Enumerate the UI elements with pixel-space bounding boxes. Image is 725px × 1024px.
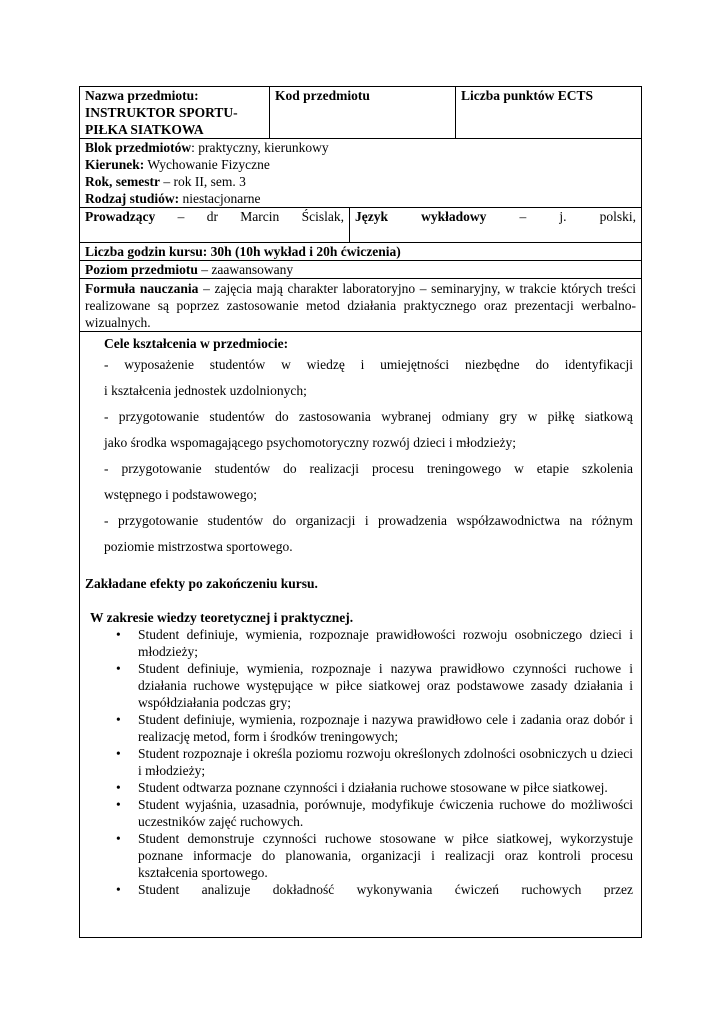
goal-word: organizacji (295, 513, 356, 528)
language-line (355, 208, 636, 225)
goal-word: studentów (209, 409, 265, 424)
goal-word: - (104, 357, 109, 372)
bullet-icon: • (116, 712, 121, 727)
outcome-text: Student odtwarza poznane czynności i działania ruchowe stosowane w piłce siatkowej. (138, 780, 608, 795)
info-row (80, 139, 642, 208)
goal-word: przygotowanie (121, 461, 202, 476)
outcome-item (80, 779, 641, 796)
goal-word: studentów (209, 357, 266, 372)
outcomes-heading: Zakładane efekty po zakończeniu kursu. (85, 576, 318, 591)
outcome-item (80, 626, 641, 660)
lecturer-first-name: Marcin (240, 209, 280, 224)
syllabus-table (79, 86, 642, 938)
goal-word: - (104, 513, 109, 528)
formula-value: – zajęcia mają charakter laboratoryjno – seminaryjny, w trakcie których treści realizowane są poprzez zastosowanie metod działania praktycznego oraz prezentacji werbalno-wizualnych. (85, 281, 637, 330)
course-name-label: Nazwa przedmiotu: (85, 88, 199, 103)
lecturer-label: Prowadzący (85, 209, 156, 224)
goal-word: realizacji (309, 461, 360, 476)
goal-word: współzawodnictwa (456, 513, 560, 528)
bullet-icon: • (116, 882, 121, 897)
ects-label: Liczba punktów ECTS (461, 88, 594, 103)
bullet-icon: • (116, 780, 121, 795)
level-value: – zaawansowany (197, 262, 294, 277)
kierunek-label: Kierunek: (85, 157, 145, 172)
outcome-text: Student demonstruje czynności ruchowe stosowane w piłce siatkowej, wykorzystuje poznane informacje do planowania, organizacji i realizacji oraz kontroli procesu kształcenia sportowego. (138, 831, 634, 880)
blok-label: Blok przedmiotów (85, 140, 192, 155)
goal-word: procesu (371, 461, 414, 476)
outcome-text: Student definiuje, wymienia, rozpoznaje i nazywa prawidłowo czynności ruchowe i działania ruchowe występujące w piłce siatkowej oraz podstawowe zasady działania i współdziałania podczas gry; (138, 661, 634, 710)
goal-word: na (569, 513, 583, 528)
outcome-text: Student wyjaśnia, uzasadnia, porównuje, modyfikuje ćwiczenia ruchowe do możliwości uczestników zajęć ruchowych. (138, 797, 634, 829)
level-row (80, 261, 642, 279)
lecturer-last-name: Ścislak, (301, 209, 344, 224)
goal-word: umiejętności (380, 357, 450, 372)
outcome-item (80, 881, 641, 898)
rodzaj-line (85, 190, 636, 207)
goal-3-line (104, 456, 633, 482)
goals-section (80, 332, 641, 560)
ects-cell (456, 87, 642, 139)
goal-word: do (283, 461, 297, 476)
language-cell (350, 208, 642, 243)
goal-word: do (535, 357, 549, 372)
outcome-text: Student definiuje, wymienia, rozpoznaje prawidłowości rozwoju osobniczego dzieci i młodzieży; (138, 627, 634, 659)
knowledge-heading: W zakresie wiedzy teoretycznej i praktycznej. (90, 610, 354, 625)
language-dash: – (519, 209, 527, 224)
language-value: polski, (599, 209, 636, 224)
kierunek-line (85, 156, 636, 173)
goal-word: przygotowanie (117, 513, 199, 528)
bullet-icon: • (116, 797, 121, 812)
formula-row (80, 279, 642, 332)
bullet-icon: • (116, 627, 121, 642)
goal-word: prowadzenia (378, 513, 448, 528)
lecturer-title: dr (206, 209, 218, 224)
goal-word: przygotowanie (118, 409, 200, 424)
course-name-value-2: PIŁKA SIATKOWA (85, 122, 204, 137)
rok-label: Rok, semestr (85, 174, 160, 189)
bullet-icon: • (116, 661, 121, 676)
goal-3-end: wstępnego i podstawowego; (104, 487, 257, 502)
goal-word: siatkową (584, 409, 633, 424)
hours-cell: Liczba godzin kursu: 30h (10h wykład i 20h ćwiczenia) (80, 243, 642, 261)
content-cell (80, 332, 642, 938)
goals-heading: Cele kształcenia w przedmiocie: (104, 336, 289, 351)
rodzaj-value: niestacjonarne (179, 191, 261, 206)
lecturer-dash: – (177, 209, 185, 224)
outcome-item (80, 660, 641, 711)
goal-word: etapie (536, 461, 570, 476)
course-name-value-1: INSTRUKTOR SPORTU- (85, 105, 238, 120)
goal-word: do (272, 513, 287, 528)
goal-word: do (275, 409, 289, 424)
bullet-icon: • (116, 831, 121, 846)
goal-word: studentów (214, 461, 271, 476)
blok-value: : praktyczny, kierunkowy (191, 140, 329, 155)
goal-word: szkolenia (581, 461, 633, 476)
blok-line (85, 139, 636, 156)
syllabus-page (79, 86, 641, 938)
goal-word: w (527, 409, 538, 424)
goal-4-end: poziomie mistrzostwa sportowego. (104, 539, 293, 554)
outcome-text: Student rozpoznaje i określa poziomu rozwoju określonych zdolności osobniczych u dzieci i młodzieży; (138, 746, 634, 778)
goal-word: w (514, 461, 524, 476)
goal-word: w (281, 357, 291, 372)
header-row (80, 87, 642, 139)
formula-label: Formuła nauczania (85, 281, 199, 296)
outcome-text: Student definiuje, wymienia, rozpoznaje i nazywa prawidłowo cele i zadania oraz dobór i realizację metod, form i środków treningowych; (138, 712, 634, 744)
language-label-1: Język (355, 209, 388, 224)
hours-row (80, 243, 642, 261)
goal-word: - (104, 409, 109, 424)
goal-word: zastosowania (298, 409, 371, 424)
course-name-cell (80, 87, 270, 139)
goal-word: wyposażenie (124, 357, 195, 372)
goal-word: odmiany (441, 409, 489, 424)
outcome-item (80, 796, 641, 830)
content-row (80, 332, 642, 938)
kierunek-value: Wychowanie Fizyczne (144, 157, 270, 172)
goal-word: gry (499, 409, 518, 424)
outcomes-list (80, 626, 641, 898)
goal-word: studentów (207, 513, 264, 528)
lecturer-cell (80, 208, 350, 243)
goal-2-end: jako środka wspomagającego psychomotoryczny rozwój dzieci i młodzieży; (104, 435, 516, 450)
outcome-text: Student analizuje dokładność wykonywania ćwiczeń ruchowych przez (138, 882, 634, 897)
goal-word: - (104, 461, 109, 476)
goal-word: piłkę (547, 409, 575, 424)
level-label: Poziom przedmiotu (85, 262, 198, 277)
course-code-label: Kod przedmiotu (275, 88, 370, 103)
outcome-item (80, 745, 641, 779)
outcome-item (80, 711, 641, 745)
info-cell (80, 139, 642, 208)
goal-word: wiedzę (306, 357, 345, 372)
lecturer-row (80, 208, 642, 243)
level-cell (80, 261, 642, 279)
goal-word: wybranej (381, 409, 432, 424)
language-label-2: wykładowy (421, 209, 487, 224)
rok-line (85, 173, 636, 190)
goal-word: i (364, 513, 369, 528)
goal-word: różnym (591, 513, 633, 528)
rok-value: – rok II, sem. 3 (159, 174, 246, 189)
rodzaj-label: Rodzaj studiów: (85, 191, 180, 206)
language-abbr: j. (559, 209, 567, 224)
goal-4-line (104, 508, 633, 534)
goal-word: niezbędne (464, 357, 520, 372)
lecturer-line (85, 208, 344, 225)
goal-1-line (104, 352, 633, 378)
goal-2-line (104, 404, 633, 430)
course-code-cell (270, 87, 456, 139)
bullet-icon: • (116, 746, 121, 761)
goal-1-end: i kształcenia jednostek uzdolnionych; (104, 383, 307, 398)
outcome-item (80, 830, 641, 881)
goal-word: treningowego (426, 461, 502, 476)
goal-word: identyfikacji (564, 357, 633, 372)
formula-cell (80, 279, 642, 332)
goal-word: i (360, 357, 365, 372)
